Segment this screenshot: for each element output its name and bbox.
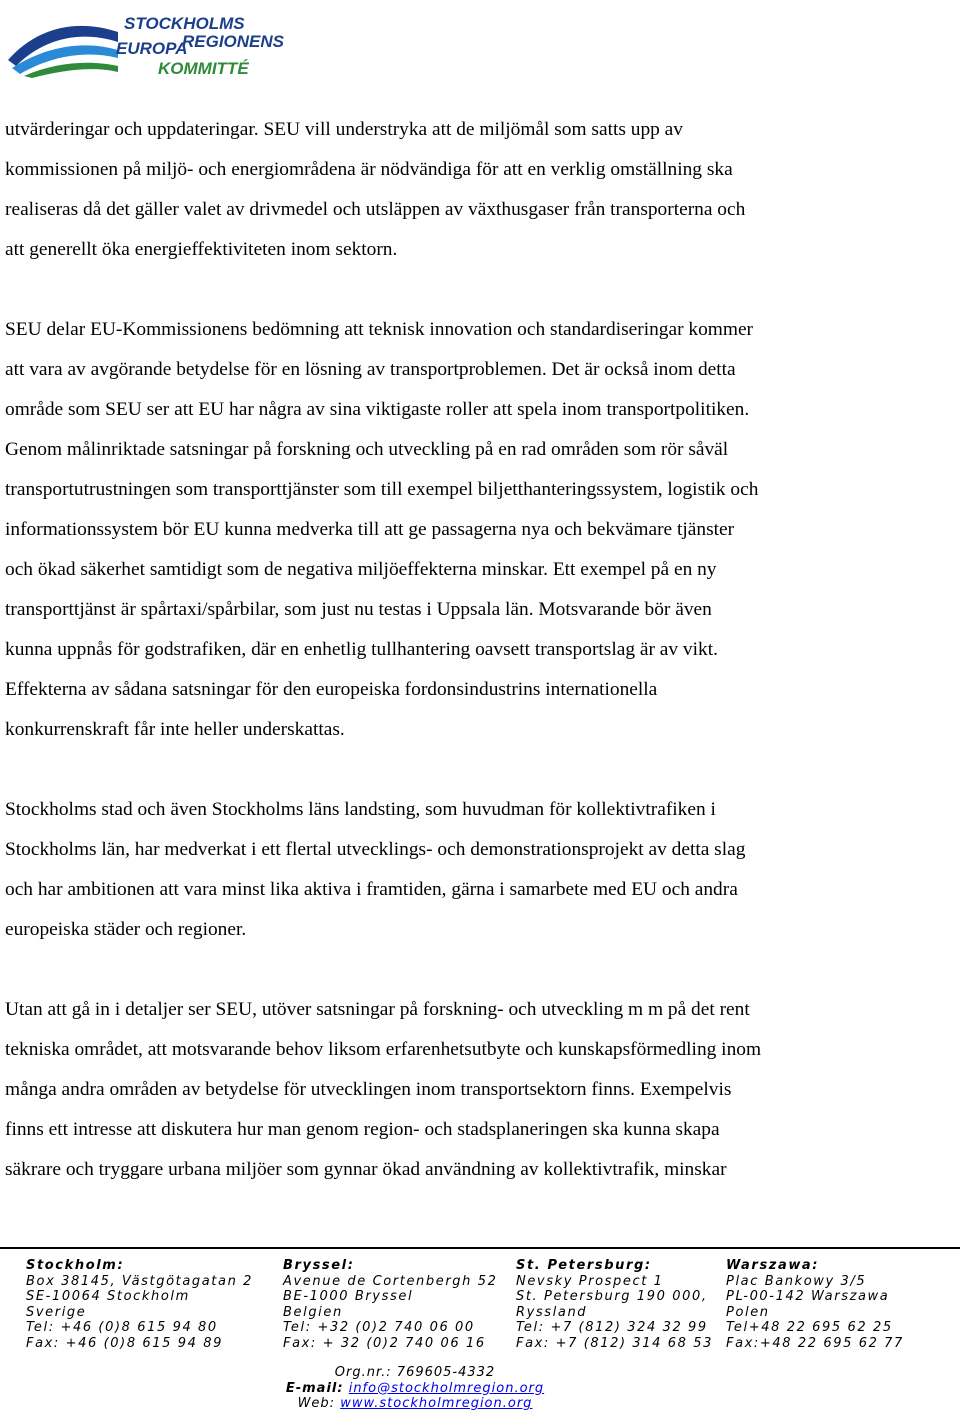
office-line: Fax: +46 (0)8 615 94 89: [26, 1335, 223, 1351]
logo-word-stockholms: STOCKHOLMS: [124, 14, 245, 33]
logo-word-regionens: REGIONENS: [182, 32, 285, 51]
text-line: tekniska området, att motsvarande behov liksom erfarenhetsutbyte och kunskapsförmedling inom: [5, 1039, 762, 1060]
text-line: område som SEU ser att EU har några av sina viktigaste roller att spela inom transportpolitiken.: [5, 399, 750, 420]
office-heading: Stockholm:: [26, 1258, 125, 1273]
office-line: Tel: +32 (0)2 740 06 00: [283, 1320, 475, 1336]
text-line: realiseras då det gäller valet av drivmedel och utsläppen av växthusgaser från transporterna och: [5, 199, 746, 220]
email-link[interactable]: info@stockholmregion.org: [348, 1380, 545, 1396]
text-line: Stockholms stad och även Stockholms läns landsting, som huvudman för kollektivtrafiken i: [5, 799, 716, 820]
text-line: finns ett intresse att diskutera hur man genom region- och stadsplaneringen ska kunna skapa: [5, 1119, 720, 1140]
logo-swoosh-green: [24, 63, 118, 78]
office-line: SE-10064 Stockholm: [26, 1289, 190, 1305]
office-line: PL-00-142 Warszawa: [726, 1289, 890, 1305]
office-line: Nevsky Prospect 1: [516, 1273, 664, 1289]
office-line: Tel: +46 (0)8 615 94 80: [26, 1320, 218, 1336]
office-line: Avenue de Cortenbergh 52: [283, 1273, 498, 1289]
office-heading: Bryssel:: [283, 1258, 355, 1273]
text-line: transporttjänst är spårtaxi/spårbilar, som just nu testas i Uppsala län. Motsvarande bör även: [5, 599, 712, 620]
organization-logo: [6, 8, 296, 78]
office-line: BE-1000 Bryssel: [283, 1289, 414, 1305]
office-line: Fax: +7 (812) 314 68 53: [516, 1335, 713, 1351]
text-line: Effekterna av sådana satsningar för den europeiska fordonsindustrins internationella: [5, 679, 658, 700]
paragraph: [5, 310, 955, 750]
office-line: Sverige: [26, 1304, 87, 1320]
footer-office-bryssel: [283, 1258, 497, 1352]
text-line: konkurrenskraft får inte heller underskattas.: [5, 719, 345, 740]
office-line: Tel: +7 (812) 324 32 99: [516, 1320, 708, 1336]
footer-contact: [0, 1365, 830, 1412]
logo-graphic: [6, 8, 296, 78]
office-line: Fax: + 32 (0)2 740 06 16: [283, 1335, 486, 1351]
text-line: säkrare och tryggare urbana miljöer som gynnar ökad användning av kollektivtrafik, minskar: [5, 1159, 727, 1180]
office-line: St. Petersburg 190 000,: [516, 1289, 708, 1305]
text-line: Stockholms län, har medverkat i ett flertal utvecklings- och demonstrationsprojekt av detta slag: [5, 839, 746, 860]
office-line: Polen: [726, 1304, 770, 1320]
office-heading: Warszawa:: [726, 1258, 820, 1273]
footer-office-warszawa: [726, 1258, 904, 1352]
text-line: transportutrustningen som transporttjänster som till exempel biljetthanteringssystem, logistik och: [5, 479, 759, 500]
office-line: Fax:+48 22 695 62 77: [726, 1335, 904, 1351]
paragraph: [5, 990, 955, 1190]
text-line: SEU delar EU-Kommissionens bedömning att teknisk innovation och standardiseringar kommer: [5, 319, 754, 340]
text-line: många andra områden av betydelse för utvecklingen inom transportsektorn finns. Exempelvis: [5, 1079, 732, 1100]
text-line: Genom målinriktade satsningar på forskning och utveckling på en rad områden som rör såväl: [5, 439, 729, 460]
logo-word-europa: EUROPA: [116, 39, 188, 58]
logo-swoosh-blue: [8, 26, 118, 66]
paragraph: [5, 790, 955, 950]
logo-word-kommitte: KOMMITTÉ: [158, 59, 249, 78]
office-line: Belgien: [283, 1304, 343, 1320]
web-label: Web:: [297, 1396, 336, 1412]
office-line: Box 38145, Västgötagatan 2: [26, 1273, 254, 1289]
office-line: Ryssland: [516, 1304, 588, 1320]
document-body: [5, 110, 955, 1230]
org-number: Org.nr.: 769605-4332: [334, 1365, 496, 1380]
text-line: att generellt öka energieffektiviteten inom sektorn.: [5, 239, 398, 260]
text-line: Utan att gå in i detaljer ser SEU, utöver satsningar på forskning- och utveckling m m på det rent: [5, 999, 750, 1020]
office-line: Tel+48 22 695 62 25: [726, 1320, 893, 1336]
paragraph: [5, 110, 955, 270]
email-row: [0, 1381, 830, 1397]
text-line: utvärderingar och uppdateringar. SEU vill understryka att de miljömål som satts upp av: [5, 119, 683, 140]
text-line: att vara av avgörande betydelse för en lösning av transportproblemen. Det är också inom detta: [5, 359, 736, 380]
text-line: kunna uppnås för godstrafiken, där en enhetlig tullhantering oavsett transportslag är av vikt.: [5, 639, 718, 660]
text-line: informationssystem bör EU kunna medverka till att ge passagerna nya och bekvämare tjänster: [5, 519, 735, 540]
footer-office-stockholm: [26, 1258, 253, 1352]
web-link[interactable]: www.stockholmregion.org: [340, 1396, 533, 1412]
text-line: och har ambitionen att vara minst lika aktiva i framtiden, gärna i samarbete med EU och andra: [5, 879, 738, 900]
text-line: och ökad säkerhet samtidigt som de negativa miljöeffekterna minskar. Ett exempel på en ny: [5, 559, 717, 580]
email-label: E-mail:: [285, 1380, 344, 1396]
text-line: kommissionen på miljö- och energiområdena är nödvändiga för att en verklig omställning ska: [5, 159, 733, 180]
web-row: [0, 1396, 830, 1412]
footer-divider: [0, 1247, 960, 1249]
footer-office-st-petersburg: [516, 1258, 713, 1352]
office-line: Plac Bankowy 3/5: [726, 1273, 867, 1289]
office-heading: St. Petersburg:: [516, 1258, 652, 1273]
text-line: europeiska städer och regioner.: [5, 919, 247, 940]
